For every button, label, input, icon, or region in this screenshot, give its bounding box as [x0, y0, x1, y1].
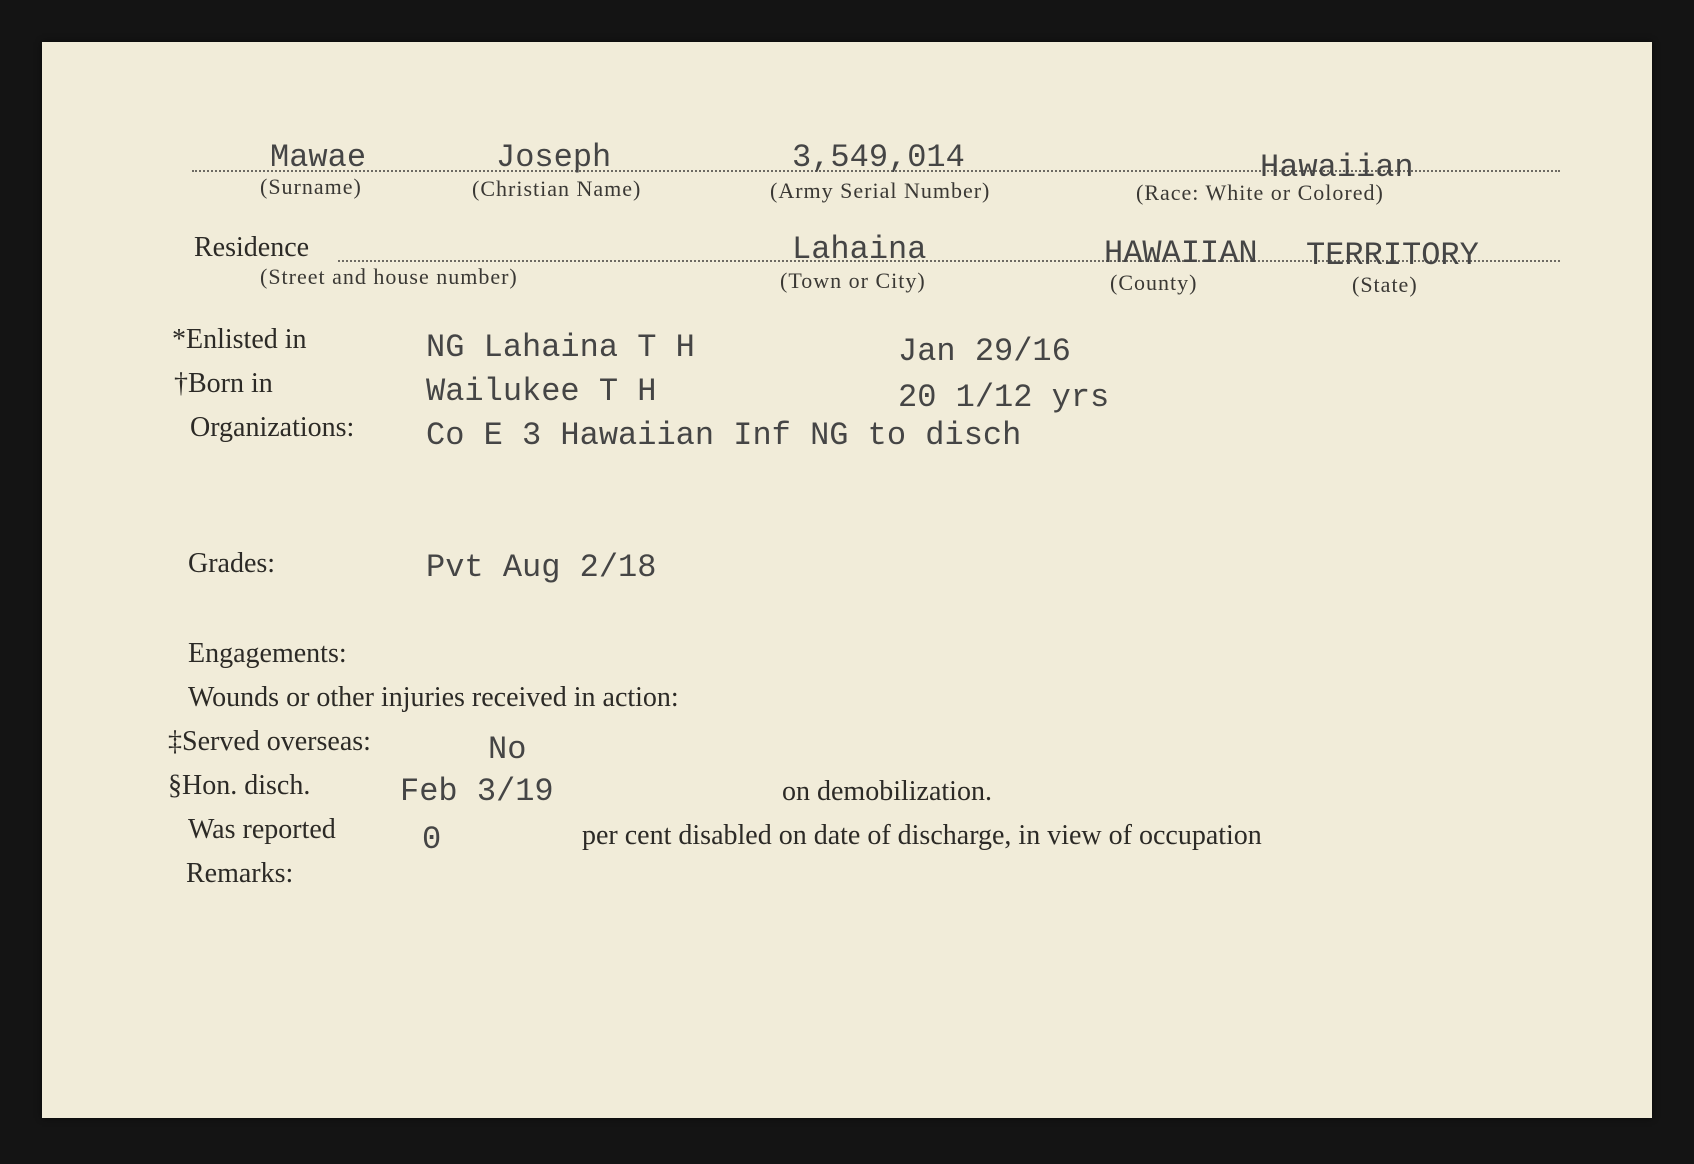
town-value: Lahaina [792, 231, 927, 268]
state-caption: (State) [1352, 272, 1418, 297]
surname-caption: (Surname) [260, 174, 362, 199]
street-caption: (Street and house number) [260, 264, 518, 289]
discharge-label: §Hon. disch. [168, 770, 311, 801]
surname-value: Mawae [270, 139, 367, 176]
county-caption: (County) [1110, 270, 1198, 295]
overseas-value: No [488, 731, 527, 768]
town-caption: (Town or City) [780, 268, 926, 293]
residence-label: Residence [194, 232, 310, 263]
organizations-label: Organizations: [190, 412, 355, 443]
christian-name-value: Joseph [496, 139, 612, 176]
overseas-label: ‡Served overseas: [168, 726, 371, 757]
discharge-date: Feb 3/19 [400, 773, 554, 810]
county-value: HAWAIIAN [1104, 235, 1258, 272]
serial-number-caption: (Army Serial Number) [770, 178, 991, 203]
enlisted-place: NG Lahaina T H [426, 329, 695, 366]
grades-label: Grades: [188, 548, 276, 579]
remarks-label: Remarks: [186, 858, 294, 889]
organizations-value: Co E 3 Hawaiian Inf NG to disch [426, 417, 1022, 454]
race-value: Hawaiian [1260, 149, 1414, 186]
christian-name-caption: (Christian Name) [472, 176, 642, 201]
service-record-card [42, 42, 1652, 1118]
born-label: †Born in [174, 368, 273, 399]
disability-value: 0 [422, 821, 442, 858]
born-age: 20 1/12 yrs [898, 379, 1110, 416]
engagements-label: Engagements: [188, 638, 347, 669]
disability-label: Was reported [188, 814, 336, 845]
disability-suffix: per cent disabled on date of discharge, in view of occupation [582, 820, 1262, 851]
discharge-suffix: on demobilization. [782, 776, 992, 807]
wounds-label: Wounds or other injuries received in action: [188, 682, 679, 713]
enlisted-label: *Enlisted in [172, 324, 307, 355]
born-place: Wailukee T H [426, 373, 657, 410]
race-caption: (Race: White or Colored) [1136, 180, 1384, 205]
state-value: TERRITORY [1306, 237, 1479, 274]
grades-value: Pvt Aug 2/18 [426, 549, 657, 586]
serial-number-value: 3,549,014 [792, 139, 965, 176]
enlisted-date: Jan 29/16 [898, 333, 1071, 370]
